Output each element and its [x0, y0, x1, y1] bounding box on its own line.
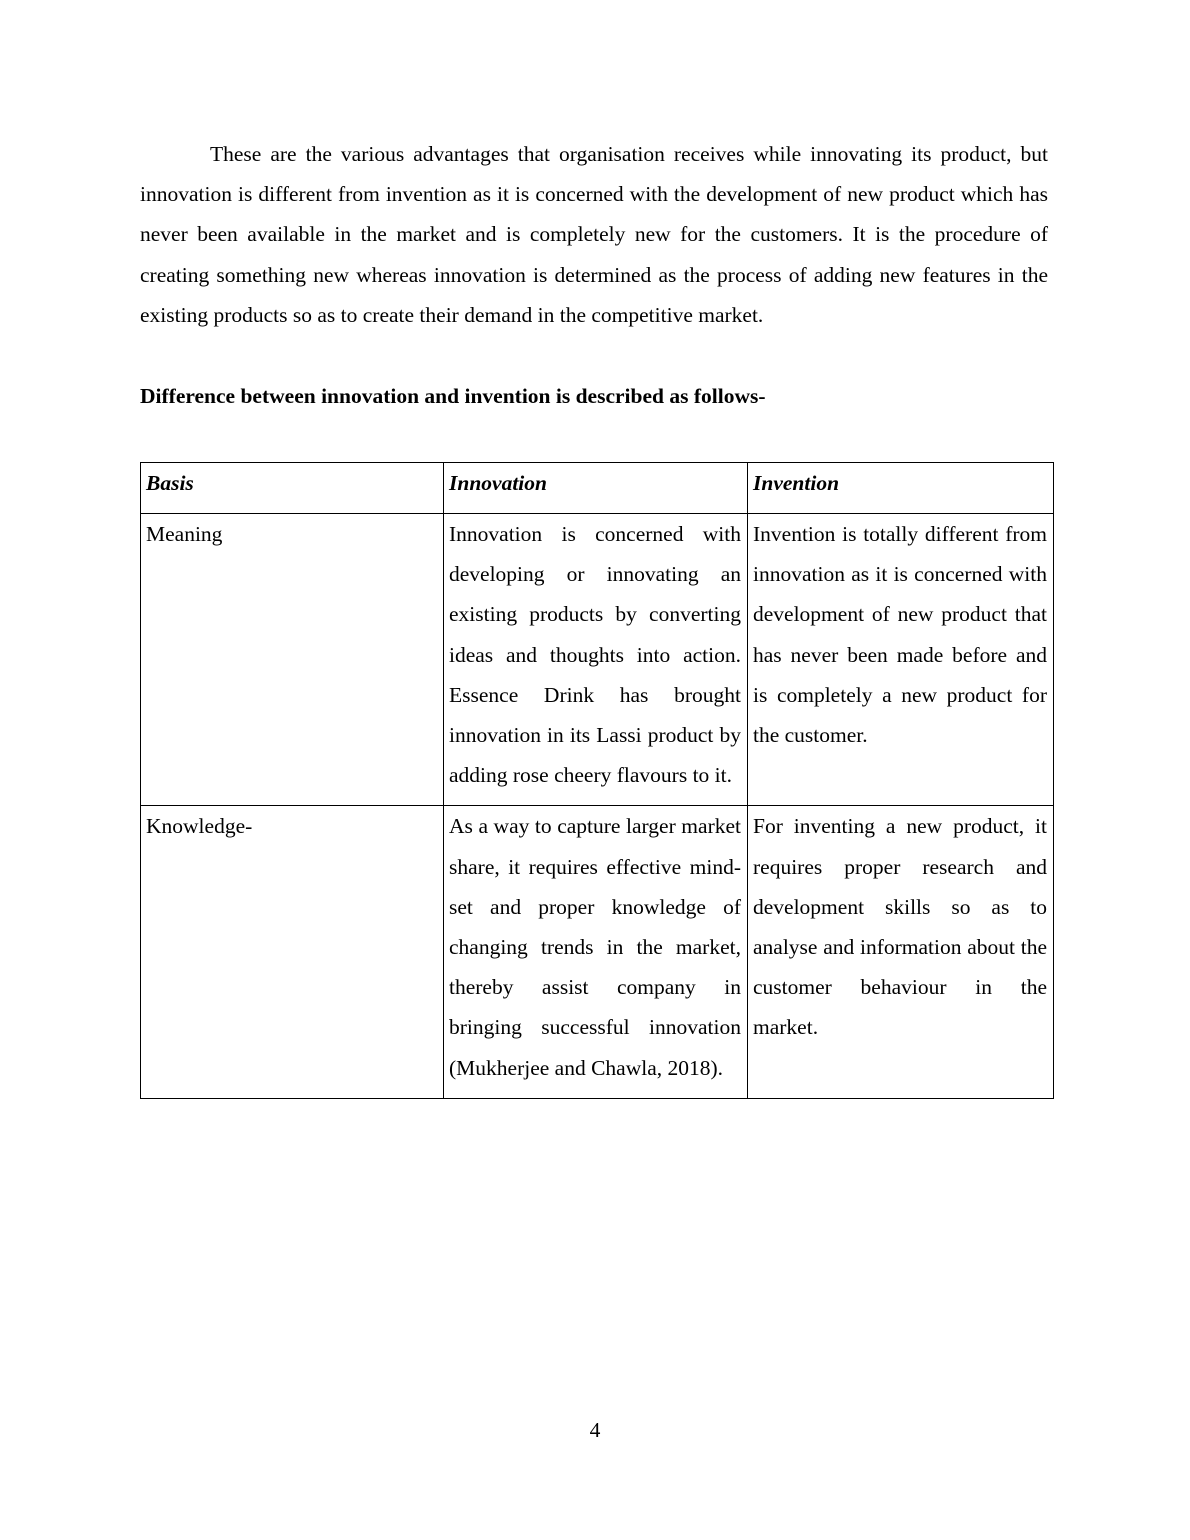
- page-number: 4: [589, 1418, 601, 1442]
- header-basis: Basis: [141, 463, 444, 514]
- cell-basis-text: Knowledge-: [146, 814, 253, 839]
- cell-invention: [748, 806, 1054, 1098]
- cell-basis: [141, 514, 444, 806]
- cell-innovation-text: Innovation is concerned with developing or innovating an existing products by converting ideas and thoughts into action. Essence Drink has brought innovation in its Lassi product by adding rose cheery flavours to it.: [449, 522, 741, 788]
- table-row: [141, 514, 1054, 806]
- table-row: [141, 806, 1054, 1098]
- header-innovation: Innovation: [444, 463, 748, 514]
- body-paragraph: These are the various advantages that organisation receives while innovating its product, but innovation is different from invention as it is concerned with the development of new product which has never been available in the market and is completely new for the customers. It is the procedure of creating something new whereas innovation is determined as the process of adding new features in the existing products so as to create their demand in the competitive market.: [140, 142, 1048, 327]
- cell-invention: [748, 514, 1054, 806]
- cell-basis-text: Meaning: [146, 522, 223, 546]
- cell-innovation: [444, 806, 748, 1098]
- cell-innovation: [444, 514, 748, 806]
- cell-basis: [141, 806, 444, 1098]
- cell-innovation-text: As a way to capture larger market share, it requires effective mind-set and proper knowledge of changing trends in the market, thereby assist company in bringing successful innovation (Mukherjee and Chawla, 2018).: [449, 814, 741, 1080]
- header-invention: Invention: [748, 463, 1054, 514]
- section-heading: Difference between innovation and invention is described as follows-: [140, 384, 766, 408]
- table-header-row: [141, 463, 1054, 514]
- comparison-table: [140, 462, 1054, 1099]
- cell-invention-text: For inventing a new product, it requires proper research and development skills so as to analyse and information about the customer behaviour in the market.: [753, 814, 1047, 1040]
- cell-invention-text: Invention is totally different from innovation as it is concerned with development of new product that has never been made before and is completely a new product for the customer.: [753, 522, 1047, 748]
